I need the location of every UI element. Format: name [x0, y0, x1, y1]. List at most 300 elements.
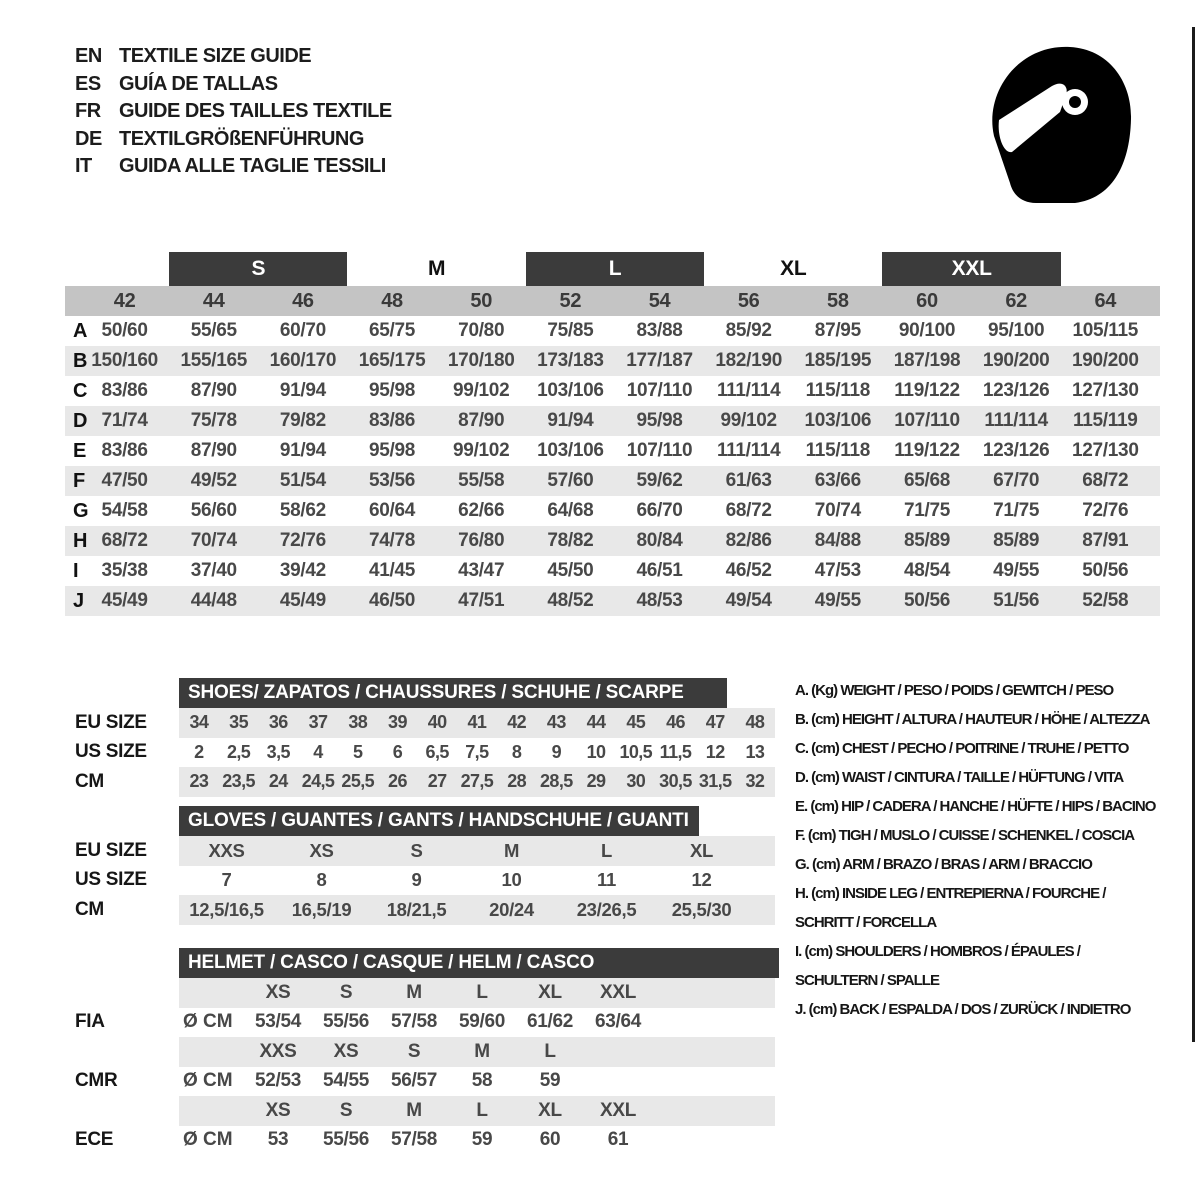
row-label: CM — [75, 898, 104, 920]
textile-value: 68/72 — [101, 530, 148, 551]
size-value: 2 — [194, 741, 204, 762]
size-number: 50 — [470, 289, 493, 312]
helmet-value: 53/54 — [254, 1011, 302, 1033]
textile-row — [65, 436, 1160, 466]
textile-value: 85/92 — [725, 320, 772, 341]
textile-value: 47/53 — [814, 560, 861, 581]
size-row — [65, 708, 777, 738]
helmet-value: 57/58 — [390, 1011, 438, 1033]
language-code: IT — [75, 155, 92, 178]
helmet-value: 55/56 — [322, 1129, 370, 1151]
textile-value: 111/114 — [984, 410, 1048, 431]
textile-value: 87/90 — [190, 380, 237, 401]
row-label — [65, 1037, 179, 1067]
size-value: 30,5 — [659, 771, 692, 792]
size-value: 42 — [507, 712, 527, 733]
textile-value: 35/38 — [101, 560, 148, 581]
language-code: DE — [75, 127, 102, 150]
textile-value: 45/50 — [547, 560, 594, 581]
shoes-section-title: SHOES/ ZAPATOS / CHAUSSURES / SCHUHE / SCARPE — [179, 678, 727, 708]
size-value: 40 — [427, 712, 447, 733]
row-label: US SIZE — [75, 869, 147, 891]
helmet-size: S — [339, 981, 353, 1003]
textile-value: 83/86 — [101, 380, 148, 401]
helmet-size: XXS — [259, 1040, 297, 1062]
textile-value: 85/89 — [993, 530, 1040, 551]
textile-value: 45/49 — [101, 590, 148, 611]
textile-value: 60/64 — [369, 500, 416, 521]
row-values — [179, 836, 775, 866]
helmet-value: 60 — [539, 1129, 561, 1151]
textile-value: 182/190 — [715, 350, 782, 371]
row-values — [179, 1037, 775, 1067]
row-letter: G — [73, 499, 89, 522]
size-value: 11,5 — [659, 741, 692, 762]
size-value: 3,5 — [266, 741, 290, 762]
legend-item — [795, 821, 1200, 850]
textile-value: 84/88 — [814, 530, 861, 551]
size-value: 37 — [308, 712, 328, 733]
helmet-size: XS — [333, 1040, 359, 1062]
size-value: 30 — [626, 771, 646, 792]
helmet-sizes-row — [65, 978, 777, 1008]
textile-value: 64/68 — [547, 500, 594, 521]
legend-line: SCHRITT / FORCELLA — [795, 914, 937, 931]
textile-value: 68/72 — [1082, 470, 1129, 491]
size-value: 18/21,5 — [386, 898, 447, 920]
textile-value: 50/60 — [101, 320, 148, 341]
textile-value: 103/106 — [537, 440, 604, 461]
size-value: 39 — [388, 712, 407, 733]
legend-item — [795, 995, 1200, 1024]
textile-value: 53/56 — [369, 470, 416, 491]
size-number: 54 — [648, 289, 671, 312]
size-value: 44 — [586, 712, 606, 733]
textile-value: 72/76 — [279, 530, 326, 551]
size-value: 31,5 — [698, 771, 732, 792]
textile-value: 103/106 — [804, 410, 872, 431]
legend-line: E. (cm) HIP / CADERA / HANCHE / HÜFTE / HIPS / BACINO — [795, 798, 1156, 815]
helmet-size: S — [339, 1099, 353, 1121]
textile-row — [65, 556, 1160, 586]
size-value: XXS — [208, 839, 245, 861]
size-value: 29 — [586, 771, 606, 792]
textile-value: 91/94 — [547, 410, 594, 431]
helmet-sizes-row — [65, 1037, 777, 1067]
textile-value: 119/122 — [894, 380, 960, 401]
textile-value: 51/56 — [993, 590, 1040, 611]
textile-value: 83/86 — [101, 440, 148, 461]
helmet-size: XS — [265, 981, 291, 1003]
textile-value: 59/62 — [636, 470, 683, 491]
size-value: 48 — [745, 712, 765, 733]
textile-value: 63/66 — [814, 470, 861, 491]
language-item — [75, 98, 392, 126]
size-numbers-row — [65, 286, 1160, 316]
legend-item — [795, 937, 1200, 995]
size-value: XS — [309, 839, 334, 861]
size-value: 16,5/19 — [291, 898, 352, 920]
helmet-size: XXL — [599, 981, 637, 1003]
size-value: 11 — [597, 869, 616, 891]
helmet-size: XS — [265, 1099, 291, 1121]
legend-item — [795, 879, 1200, 937]
shoes-rows — [65, 708, 777, 797]
row-values — [179, 708, 775, 738]
row-values — [179, 1096, 775, 1126]
legend-item — [795, 676, 1200, 705]
helmet-value: 59 — [471, 1129, 493, 1151]
size-group-s: S — [169, 252, 347, 286]
textile-value: 49/55 — [814, 590, 861, 611]
size-number: 42 — [113, 289, 136, 312]
size-value: 47 — [705, 712, 725, 733]
helmet-standard-label: ECE — [75, 1129, 114, 1151]
size-group-xl: XL — [780, 257, 807, 280]
size-row — [65, 895, 777, 925]
row-values — [179, 895, 775, 925]
size-value: 4 — [313, 741, 323, 762]
size-value: 46 — [666, 712, 685, 733]
helmet-value: 52/53 — [254, 1070, 302, 1092]
textile-value: 75/78 — [190, 410, 237, 431]
row-values — [179, 738, 775, 768]
legend-item — [795, 705, 1200, 734]
helmet-value: 55/56 — [322, 1011, 370, 1033]
helmet-size: S — [407, 1040, 421, 1062]
row-label — [65, 1096, 179, 1126]
textile-value: 49/52 — [190, 470, 237, 491]
helmet-value: 54/55 — [322, 1070, 370, 1092]
helmet-rows — [65, 978, 777, 1155]
language-label: TEXTILE SIZE GUIDE — [119, 45, 312, 68]
language-code: FR — [75, 100, 101, 123]
size-value: 26 — [388, 771, 407, 792]
textile-value: 51/54 — [279, 470, 326, 491]
size-value: 23 — [189, 771, 209, 792]
textile-value: 61/63 — [725, 470, 772, 491]
textile-rows — [65, 316, 1160, 616]
textile-value: 115/118 — [805, 440, 871, 461]
size-group-l: L — [526, 252, 704, 286]
row-values — [179, 866, 775, 896]
size-row — [65, 767, 777, 797]
legend-line: H. (cm) INSIDE LEG / ENTREPIERNA / FOURCHE / — [795, 885, 1106, 902]
size-value: 43 — [546, 712, 566, 733]
legend-line: J. (cm) BACK / ESPALDA / DOS / ZURÜCK / INDIETRO — [795, 1001, 1131, 1018]
textile-value: 67/70 — [993, 470, 1040, 491]
textile-value: 47/50 — [101, 470, 148, 491]
textile-value: 119/122 — [894, 440, 960, 461]
textile-value: 66/70 — [636, 500, 683, 521]
textile-row — [65, 376, 1160, 406]
helmet-values-row — [65, 1126, 777, 1156]
helmet-size: XL — [538, 981, 562, 1003]
gloves-rows — [65, 836, 777, 925]
row-letter: J — [73, 589, 85, 612]
textile-value: 68/72 — [725, 500, 772, 521]
helmet-value: 59/60 — [458, 1011, 506, 1033]
legend-line: A. (Kg) WEIGHT / PESO / POIDS / GEWITCH / PESO — [795, 682, 1114, 699]
size-value: 35 — [229, 712, 248, 733]
textile-value: 75/85 — [547, 320, 594, 341]
size-value: 12,5/16,5 — [189, 898, 264, 920]
textile-value: 185/195 — [804, 350, 872, 371]
size-value: 9 — [411, 869, 422, 891]
language-item — [75, 126, 392, 154]
row-values — [179, 1067, 775, 1097]
size-value: 8 — [316, 869, 327, 891]
textile-value: 95/100 — [987, 320, 1045, 341]
size-value: 10 — [586, 741, 606, 762]
racing-helmet-svg — [982, 42, 1140, 214]
textile-value: 71/75 — [993, 500, 1040, 521]
size-value: 28 — [507, 771, 527, 792]
textile-value: 150/160 — [91, 350, 158, 371]
textile-value: 46/51 — [636, 560, 683, 581]
helmet-size: L — [544, 1040, 556, 1062]
size-number: 44 — [202, 289, 225, 312]
gloves-section — [65, 806, 777, 925]
size-value: S — [410, 839, 423, 861]
size-value: M — [503, 839, 520, 861]
textile-value: 49/55 — [993, 560, 1040, 581]
helmet-section-title: HELMET / CASCO / CASQUE / HELM / CASCO — [179, 948, 779, 978]
textile-value: 60/70 — [279, 320, 326, 341]
language-item — [75, 71, 392, 99]
textile-value: 107/110 — [626, 380, 693, 401]
size-value: 6 — [392, 741, 403, 762]
row-label: EU SIZE — [75, 839, 147, 861]
size-value: 25,5/30 — [671, 898, 732, 920]
size-value: 34 — [189, 712, 209, 733]
row-values — [179, 767, 775, 797]
textile-value: 45/49 — [279, 590, 326, 611]
textile-value: 115/119 — [1073, 410, 1138, 431]
textile-value: 99/102 — [720, 410, 777, 431]
size-value: 32 — [745, 771, 765, 792]
racing-helmet-icon — [982, 42, 1140, 214]
textile-value: 87/90 — [190, 440, 237, 461]
textile-value: 65/68 — [903, 470, 950, 491]
textile-value: 76/80 — [458, 530, 505, 551]
row-values — [179, 1008, 775, 1038]
row-label: US SIZE — [75, 741, 147, 763]
textile-value: 41/45 — [369, 560, 416, 581]
textile-value: 37/40 — [190, 560, 237, 581]
size-number: 46 — [292, 289, 314, 312]
helmet-size: XXL — [599, 1099, 637, 1121]
helmet-sizes-row — [65, 1096, 777, 1126]
size-value: 25,5 — [341, 771, 375, 792]
helmet-value: 59 — [539, 1070, 561, 1092]
textile-value: 50/56 — [1082, 560, 1129, 581]
size-value: 12 — [691, 869, 712, 891]
size-number: 58 — [827, 289, 849, 312]
size-number: 56 — [737, 289, 760, 312]
textile-value: 48/53 — [636, 590, 683, 611]
textile-value: 83/86 — [369, 410, 416, 431]
size-groups-row — [80, 252, 1150, 286]
textile-value: 82/86 — [725, 530, 772, 551]
textile-value: 111/114 — [716, 440, 781, 461]
size-value: 10 — [501, 869, 522, 891]
size-value: 27,5 — [460, 771, 494, 792]
textile-value: 55/58 — [458, 470, 505, 491]
size-number: 60 — [916, 289, 938, 312]
textile-value: 79/82 — [279, 410, 326, 431]
size-value: 9 — [551, 741, 562, 762]
row-letter: H — [73, 529, 88, 552]
language-label: GUIDA ALLE TAGLIE TESSILI — [119, 155, 386, 178]
legend-item — [795, 792, 1200, 821]
size-value: 12 — [705, 741, 725, 762]
textile-value: 107/110 — [894, 410, 960, 431]
textile-value: 127/130 — [1072, 380, 1139, 401]
helmet-standard-label: FIA — [75, 1011, 105, 1033]
helmet-size: M — [474, 1040, 490, 1062]
textile-value: 123/126 — [982, 440, 1050, 461]
size-value: 2,5 — [226, 741, 251, 762]
textile-value: 99/102 — [453, 440, 510, 461]
row-label: CM — [75, 770, 104, 792]
size-value: 7,5 — [465, 741, 489, 762]
size-group-xxl: XXL — [882, 252, 1060, 286]
helmet-value: 61 — [607, 1129, 629, 1151]
helmet-value: 56/57 — [390, 1070, 438, 1092]
row-values — [179, 1126, 775, 1156]
textile-value: 87/91 — [1082, 530, 1129, 551]
textile-value: 177/187 — [626, 350, 693, 371]
textile-value: 190/200 — [982, 350, 1050, 371]
size-value: 38 — [348, 712, 368, 733]
language-label: GUIDE DES TAILLES TEXTILE — [119, 100, 392, 123]
textile-value: 70/80 — [458, 320, 505, 341]
textile-size-table — [65, 252, 1160, 616]
gloves-section-title: GLOVES / GUANTES / GANTS / HANDSCHUHE / GUANTI — [179, 806, 699, 836]
language-code: EN — [75, 45, 102, 68]
textile-value: 56/60 — [190, 500, 237, 521]
helmet-value: 61/62 — [526, 1011, 574, 1033]
textile-value: 105/115 — [1072, 320, 1139, 341]
size-value: 13 — [745, 741, 765, 762]
textile-value: 155/165 — [180, 350, 248, 371]
textile-row — [65, 406, 1160, 436]
textile-value: 54/58 — [101, 500, 148, 521]
textile-value: 57/60 — [547, 470, 594, 491]
textile-value: 95/98 — [369, 440, 416, 461]
textile-value: 165/175 — [358, 350, 426, 371]
textile-row — [65, 496, 1160, 526]
size-value: 24,5 — [301, 771, 335, 792]
row-label — [65, 978, 179, 1008]
textile-value: 74/78 — [369, 530, 416, 551]
row-values — [179, 978, 775, 1008]
row-letter: F — [73, 469, 86, 492]
size-group-spacer — [80, 252, 169, 286]
size-value: 5 — [353, 741, 363, 762]
textile-row — [65, 346, 1160, 376]
size-value: L — [600, 839, 612, 861]
textile-value: 107/110 — [626, 440, 693, 461]
size-number: 64 — [1094, 289, 1117, 312]
diameter-unit: Ø CM — [183, 1070, 233, 1092]
helmet-section — [65, 948, 777, 1155]
textile-value: 127/130 — [1072, 440, 1139, 461]
textile-value: 95/98 — [369, 380, 416, 401]
row-letter: A — [73, 319, 88, 342]
textile-value: 72/76 — [1082, 500, 1129, 521]
size-value: 41 — [467, 712, 487, 733]
helmet-value: 58 — [471, 1070, 493, 1092]
helmet-value: 53 — [267, 1129, 289, 1151]
textile-value: 70/74 — [814, 500, 861, 521]
textile-value: 90/100 — [898, 320, 956, 341]
helmet-size: XL — [538, 1099, 562, 1121]
textile-value: 160/170 — [269, 350, 337, 371]
textile-value: 87/90 — [458, 410, 505, 431]
size-row — [65, 738, 777, 768]
size-group-spacer — [1061, 252, 1150, 286]
legend — [795, 676, 1200, 1024]
textile-row — [65, 526, 1160, 556]
language-label: GUÍA DE TALLAS — [119, 72, 278, 95]
textile-row — [65, 466, 1160, 496]
textile-value: 48/52 — [547, 590, 594, 611]
textile-value: 46/50 — [369, 590, 416, 611]
textile-value: 115/118 — [805, 380, 871, 401]
textile-value: 44/48 — [190, 590, 237, 611]
size-value: 20/24 — [489, 898, 534, 920]
textile-value: 173/183 — [537, 350, 604, 371]
helmet-size: L — [476, 1099, 488, 1121]
size-value: 45 — [626, 712, 646, 733]
textile-value: 65/75 — [369, 320, 416, 341]
textile-value: 95/98 — [636, 410, 683, 431]
legend-line: G. (cm) ARM / BRAZO / BRAS / ARM / BRACCIO — [795, 856, 1092, 873]
size-value: 23/26,5 — [576, 898, 637, 920]
textile-value: 83/88 — [636, 320, 683, 341]
textile-value: 78/82 — [547, 530, 594, 551]
row-letter: B — [73, 349, 88, 372]
textile-value: 46/52 — [725, 560, 772, 581]
legend-line: B. (cm) HEIGHT / ALTURA / HAUTEUR / HÖHE / ALTEZZA — [795, 711, 1150, 728]
textile-value: 80/84 — [636, 530, 683, 551]
textile-value: 71/75 — [903, 500, 950, 521]
textile-value: 170/180 — [447, 350, 515, 371]
row-label: EU SIZE — [75, 711, 147, 733]
helmet-value: 63/64 — [594, 1011, 642, 1033]
language-item — [75, 153, 392, 181]
size-row — [65, 866, 777, 896]
size-number: 52 — [559, 289, 582, 312]
row-letter: E — [73, 439, 87, 462]
textile-value: 52/58 — [1082, 590, 1129, 611]
textile-value: 91/94 — [279, 380, 326, 401]
textile-value: 111/114 — [716, 380, 781, 401]
legend-line: F. (cm) TIGH / MUSLO / CUISSE / SCHENKEL / COSCIA — [795, 827, 1135, 844]
size-value: XL — [689, 839, 714, 861]
legend-item — [795, 763, 1200, 792]
helmet-value: 57/58 — [390, 1129, 438, 1151]
textile-row — [65, 586, 1160, 616]
textile-value: 49/54 — [725, 590, 772, 611]
helmet-values-row — [65, 1008, 777, 1038]
textile-value: 47/51 — [458, 590, 505, 611]
textile-value: 62/66 — [458, 500, 505, 521]
textile-row — [65, 316, 1160, 346]
textile-value: 99/102 — [453, 380, 510, 401]
